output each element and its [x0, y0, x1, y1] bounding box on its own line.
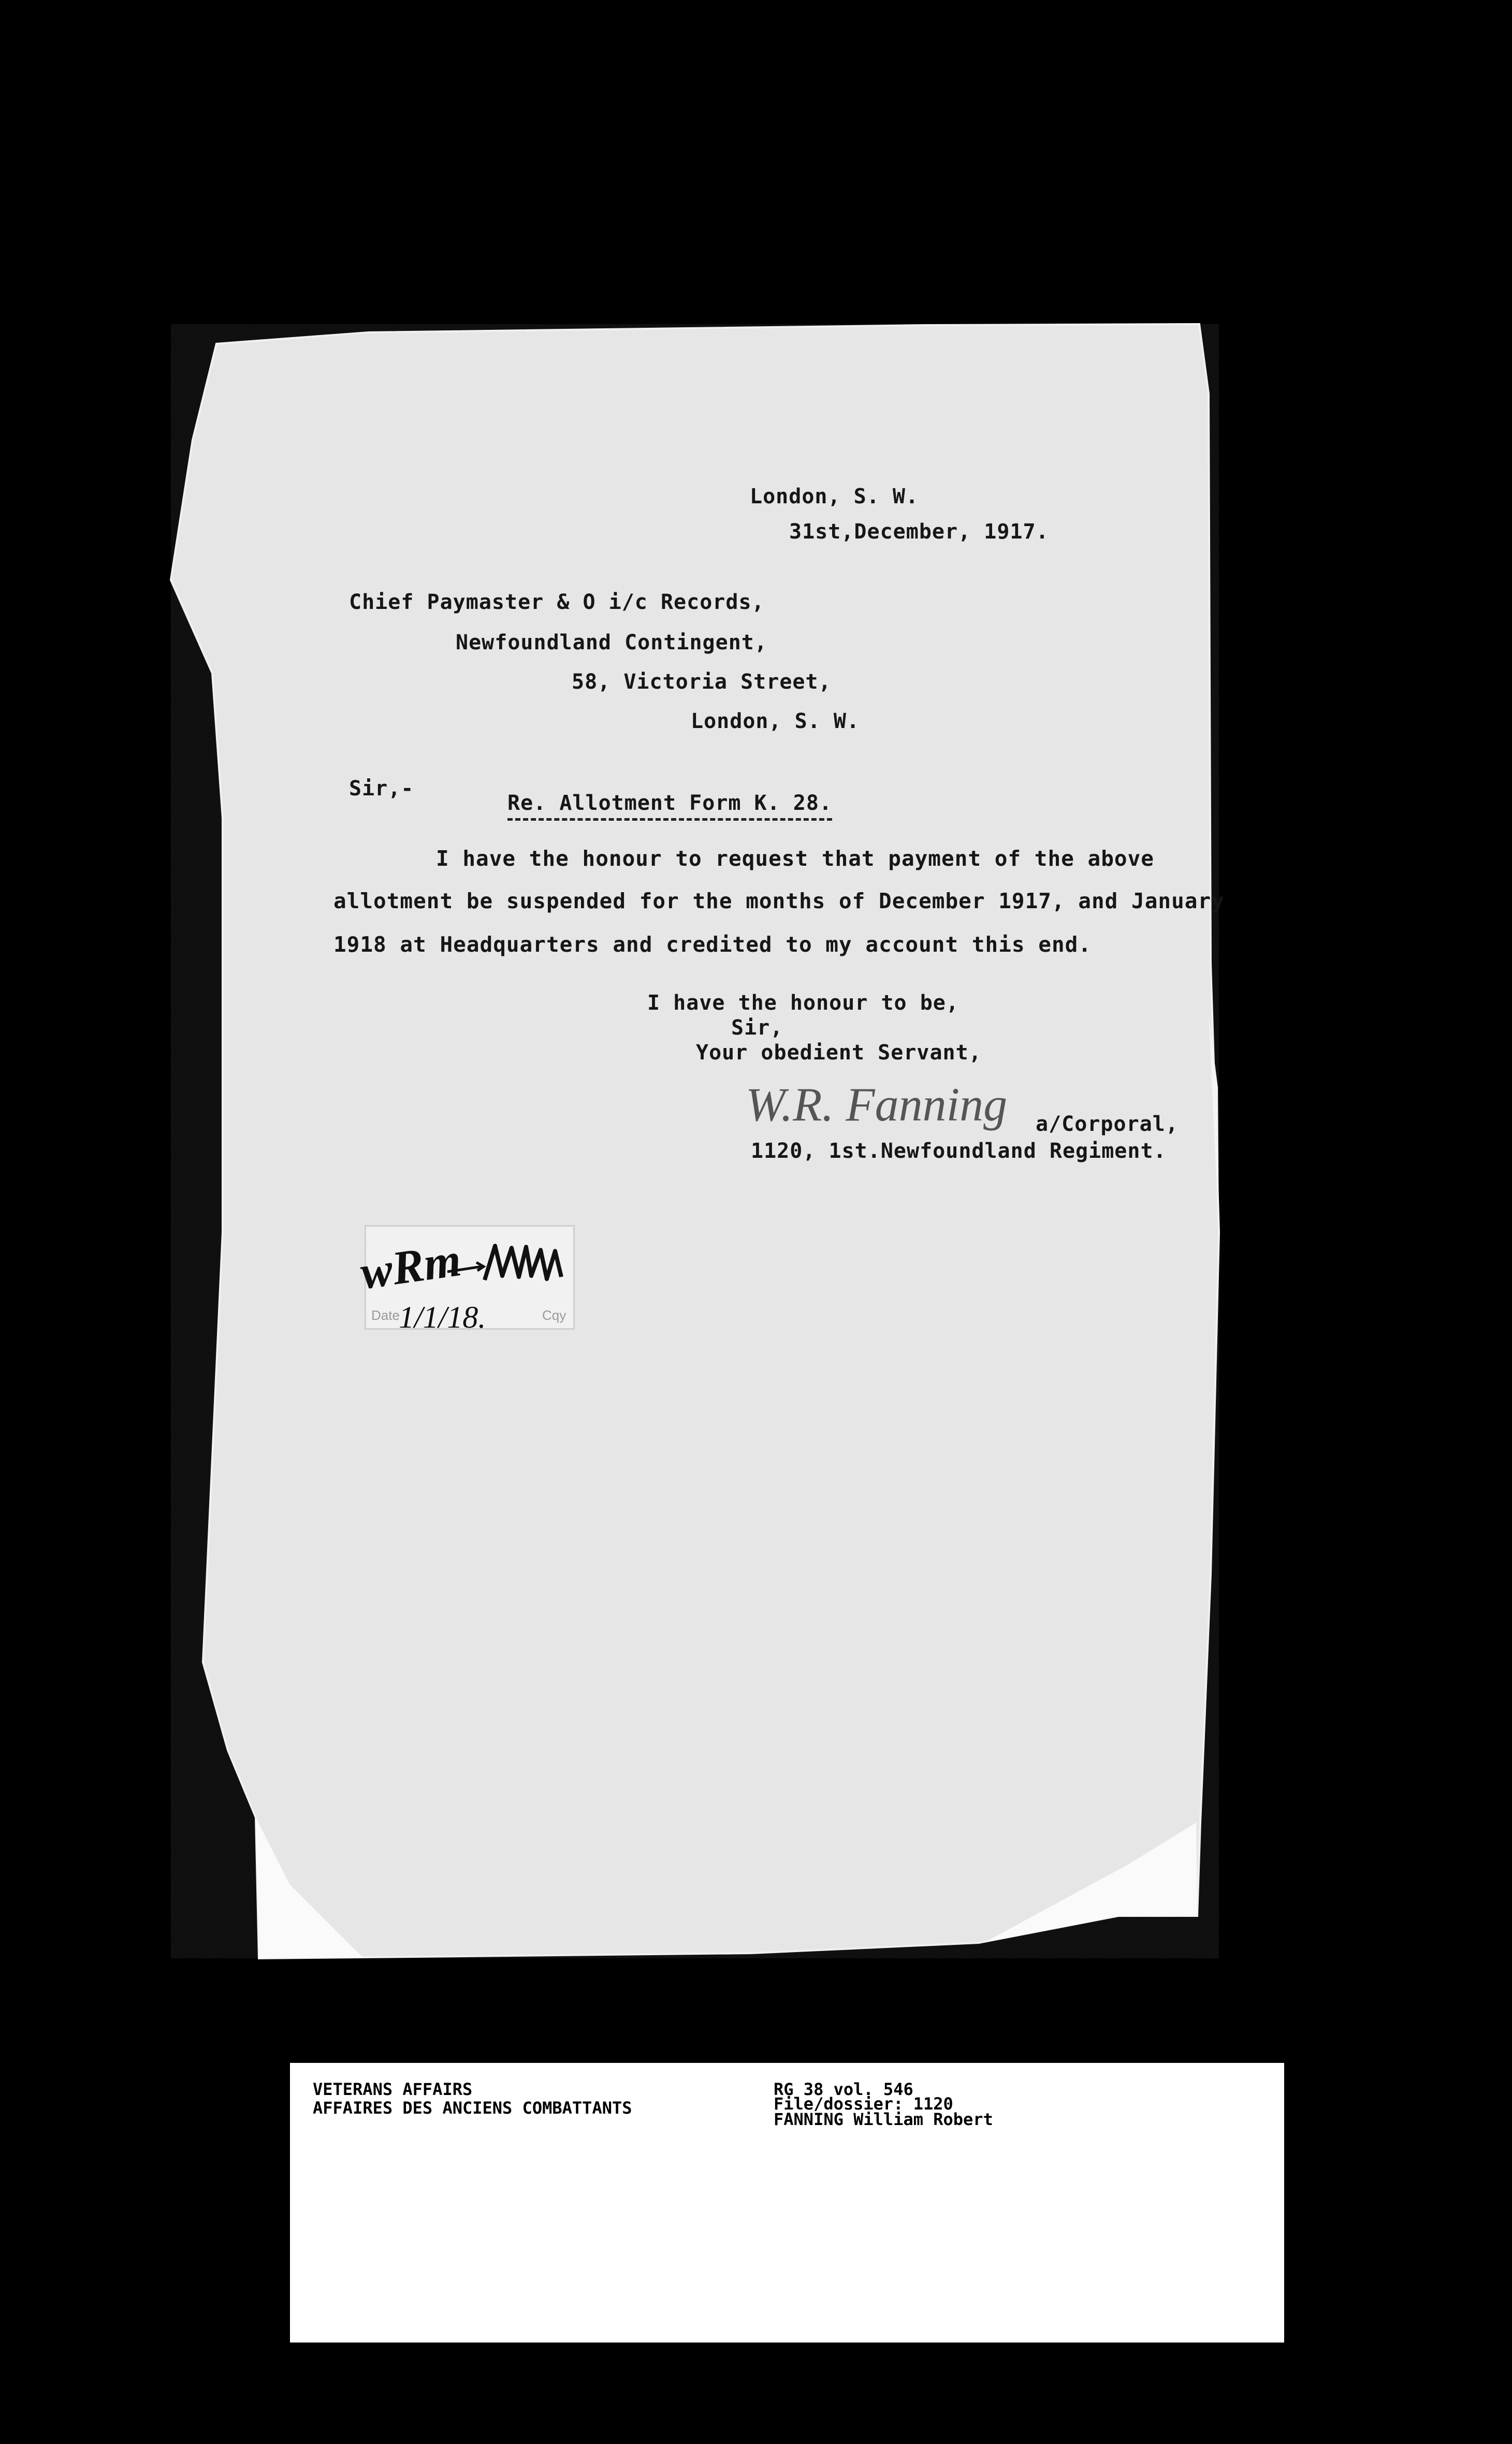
label-file-number: File/dossier: 1120 [774, 2094, 953, 2114]
archive-label [290, 2063, 1284, 2343]
stamp-date: 1/1/18. [399, 1300, 486, 1334]
addressee-line: Chief Paymaster & O i/c Records, [349, 590, 765, 614]
closing-line: I have the honour to be, [647, 991, 959, 1015]
body-line: allotment be suspended for the months of December 1917, and January [333, 889, 1225, 913]
stamp-faint-text: Cqy [542, 1307, 566, 1323]
body-line: I have the honour to request that payment of the above [436, 846, 1154, 871]
label-dept-en: VETERANS AFFAIRS [313, 2079, 473, 2099]
stamp-initials: wRm [357, 1232, 464, 1300]
body-line: 1918 at Headquarters and credited to my account this end. [333, 932, 1092, 957]
letter-place: London, S. W. [750, 485, 919, 508]
stamp-scribble [445, 1235, 570, 1298]
addressee-line: 58, Victoria Street, [572, 670, 832, 694]
stamp-faint-text: Date [371, 1307, 400, 1323]
signatory-unit: 1120, 1st.Newfoundland Regiment. [751, 1139, 1167, 1163]
addressee-line: London, S. W. [691, 709, 860, 733]
label-name: FANNING William Robert [774, 2110, 993, 2129]
letter-date: 31st,December, 1917. [789, 520, 1049, 544]
label-dept-fr: AFFAIRES DES ANCIENS COMBATTANTS [313, 2098, 632, 2118]
label-record-group: RG 38 vol. 546 [774, 2079, 913, 2099]
subject-line: Re. Allotment Form K. 28. [507, 791, 832, 821]
signature: W.R. Fanning [746, 1078, 1008, 1131]
salutation: Sir,- [349, 777, 414, 801]
closing-line: Your obedient Servant, [696, 1041, 982, 1065]
closing-line: Sir, [731, 1016, 783, 1040]
signatory-rank: a/Corporal, [1036, 1112, 1179, 1136]
addressee-line: Newfoundland Contingent, [456, 631, 767, 654]
